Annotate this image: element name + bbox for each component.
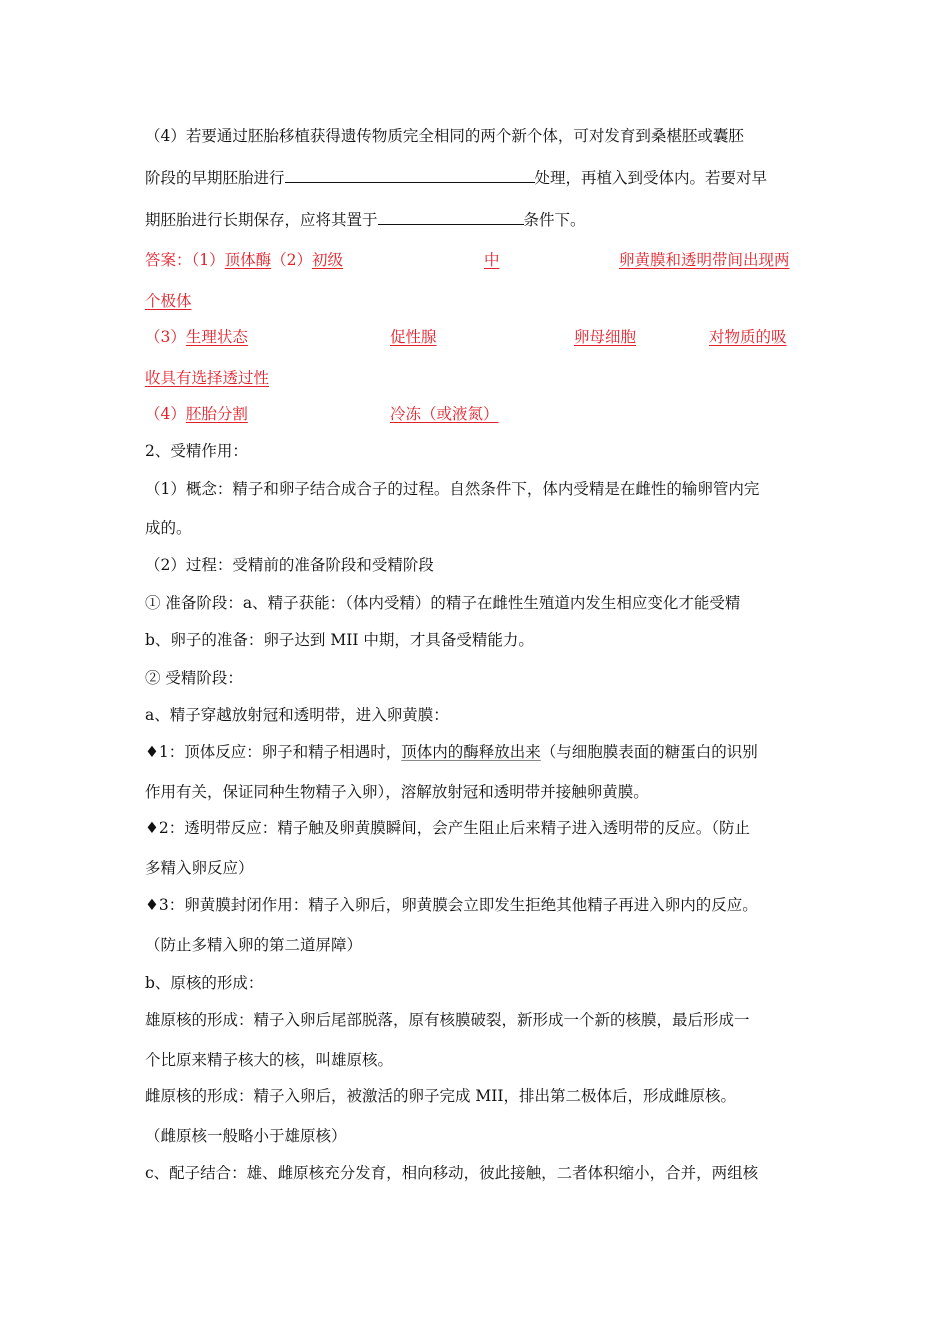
body-line: a、精子穿越放射冠和透明带，进入卵黄膜： [145,706,449,724]
answer-row-4 [145,404,248,424]
answer-4a-text: 胚胎分割 [185,405,248,423]
answer-row-3 [145,327,248,347]
body-line: 多精入卵反应） [145,859,254,877]
fill-blank-2 [378,210,524,225]
body-line: （防止多精入卵的第二道屏障） [145,936,363,954]
underlined-phrase: 顶体内的酶释放出来 [401,743,541,761]
answer-3a-text: 生理状态 [185,328,248,346]
body-line: （1）概念：精子和卵子结合成合子的过程。自然条件下，体内受精是在雌性的输卵管内完 [145,480,760,498]
q4-line-3-pre: 期胚胎进行长期保存，应将其置于 [145,211,378,229]
body-line: ② 受精阶段： [145,669,243,687]
body-line: 雌原核的形成：精子入卵后，被激活的卵子完成 MII，排出第二极体后，形成雌原核。 [145,1087,737,1105]
q4-line-2-pre: 阶段的早期胚胎进行 [145,169,285,187]
body-line [145,742,758,762]
answer-1-text: 顶体酶 [224,251,272,269]
body-line: 作用有关，保证同种生物精子入卵），溶解放射冠和透明带并接触卵黄膜。 [145,783,649,801]
body-line: b、原核的形成： [145,974,264,992]
body-line: ♦2：透明带反应：精子触及卵黄膜瞬间，会产生阻止后来精子进入透明带的反应。（防止 [145,819,751,837]
q4-line-2-post: 处理，再植入到受体内。若要对早 [534,169,768,187]
section-heading: 2、受精作用： [145,442,248,460]
answer-2c-continued: 个极体 [145,292,192,310]
body-line-part: ♦1：顶体反应：卵子和精子相遇时， [145,743,402,761]
q4-line-2 [145,168,767,188]
answer-2b-text: 中 [484,251,500,269]
answer-3c-text: 卵母细胞 [574,328,637,346]
body-line: （雌原核一般略小于雄原核） [145,1127,347,1145]
body-line: c、配子结合：雄、雌原核充分发育，相向移动，彼此接触，二者体积缩小，合并，两组核 [145,1164,759,1182]
answer-4b-text: 冷冻（或液氮） [390,405,499,423]
body-line: （2）过程：受精前的准备阶段和受精阶段 [145,556,434,574]
answer-label: 答案： [145,251,192,269]
answer-2c-text: 卵黄膜和透明带间出现两 [619,251,790,269]
q4-line-3-post: 条件下。 [523,211,586,229]
answer-3-number: （3） [145,328,186,346]
answer-1-number: （1） [191,251,225,269]
body-line: 成的。 [145,519,192,537]
fill-blank-1 [285,168,535,183]
answer-row-1 [145,250,343,270]
body-line: b、卵子的准备：卵子达到 MII 中期，才具备受精能力。 [145,631,534,649]
answer-3d-text: 对物质的吸 [709,328,787,346]
body-line: ① 准备阶段：a、精子获能：（体内受精）的精子在雌性生殖道内发生相应变化才能受精 [145,594,741,612]
body-line: 雄原核的形成：精子入卵后尾部脱落，原有核膜破裂，新形成一个新的核膜，最后形成一 [145,1011,750,1029]
q4-line-3 [145,210,586,230]
answer-3b-text: 促性腺 [390,328,437,346]
body-line: ♦3：卵黄膜封闭作用：精子入卵后，卵黄膜会立即发生拒绝其他精子再进入卵内的反应。 [145,896,758,914]
body-line: 个比原来精子核大的核，叫雄原核。 [145,1051,394,1069]
answer-3d-continued: 收具有选择透过性 [145,369,270,387]
q4-line-1: （4）若要通过胚胎移植获得遗传物质完全相同的两个新个体，可对发育到桑椹胚或囊胚 [145,127,744,145]
body-line-part: （与细胞膜表面的糖蛋白的识别 [540,743,758,761]
answer-4-number: （4） [145,405,186,423]
answer-2-number: （2） [271,251,313,269]
answer-2a-text: 初级 [312,251,344,269]
